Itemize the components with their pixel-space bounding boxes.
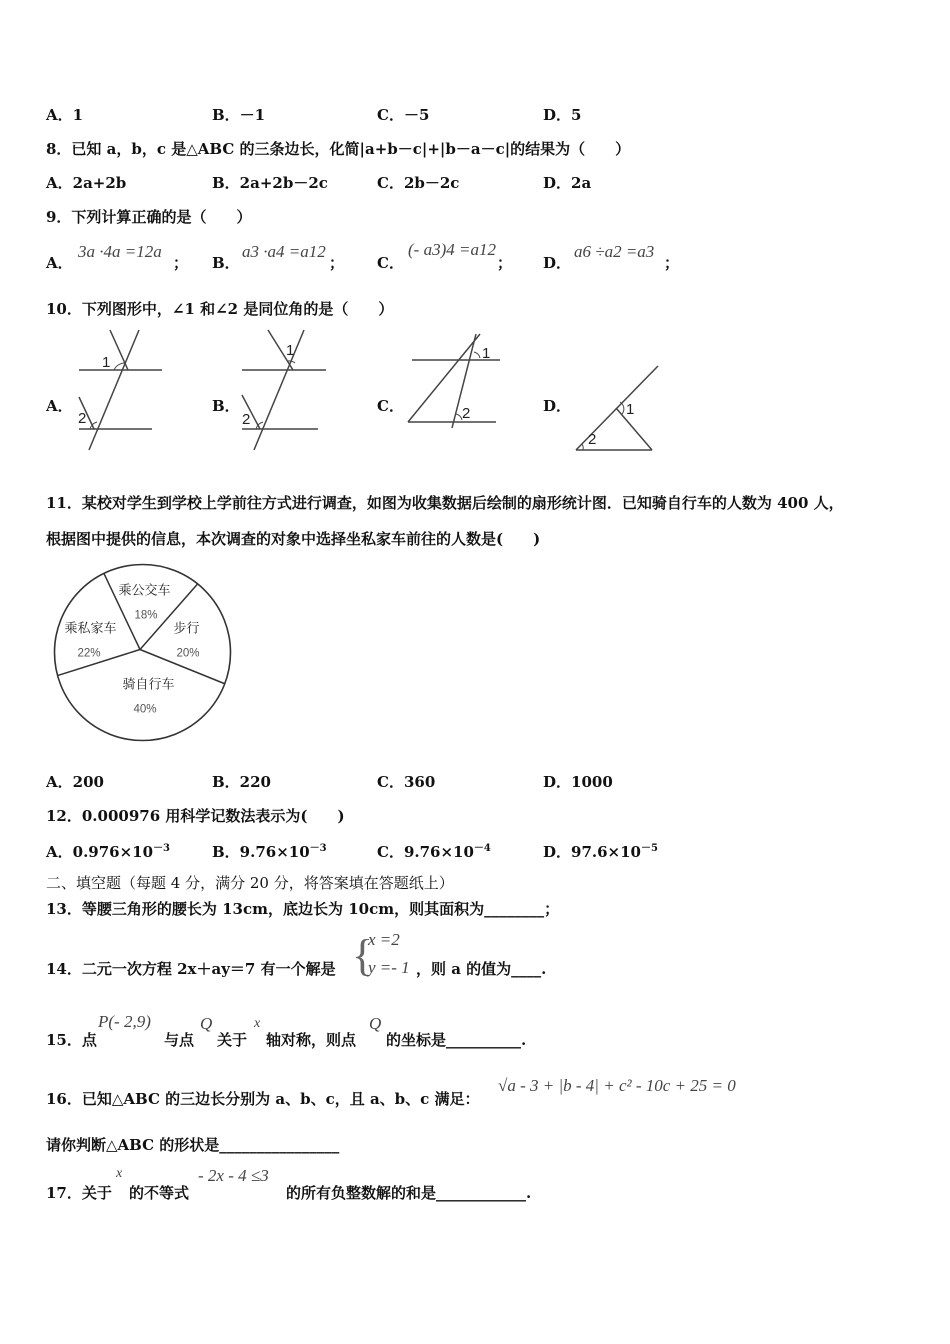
q8-stem: 8．已知 a，b，c 是△ABC 的三条边长，化简|a+b－c|+|b－a－c|的结果为（ ） <box>46 140 631 158</box>
q10b-angle1: 1 <box>286 342 295 359</box>
q10-figure-d <box>570 362 662 458</box>
q16-formula: √a - 3 + |b - 4| + c² - 10c + 25 = 0 <box>498 1076 736 1095</box>
pie-slice-label: 乘私家车 <box>64 620 117 636</box>
q15-mid1: 与点 <box>164 1031 195 1049</box>
q9-option-b-expr: a3 ·a4 =a12 <box>242 242 326 261</box>
q10d-angle2: 2 <box>588 431 597 448</box>
q17-pre: 17．关于 <box>46 1184 112 1202</box>
q9-option-c-label: C． <box>377 254 404 272</box>
q15-q: Q <box>200 1014 213 1033</box>
q15-pre: 15．点 <box>46 1031 97 1049</box>
q13: 13．等腰三角形的腰长为 13cm，底边长为 10cm，则其面积为________； <box>46 900 560 918</box>
q10b-angle2: 2 <box>242 411 251 428</box>
q12-stem: 12．0.000976 用科学记数法表示为( ) <box>46 807 345 825</box>
q9-option-c-expr: (- a3)4 =a12 <box>408 240 496 259</box>
q15-q2: Q <box>369 1014 382 1033</box>
q10-option-c-label: C． <box>377 397 404 415</box>
q11-option-d: D．1000 <box>543 773 613 791</box>
q11-stem-line2: 根据图中提供的信息，本次调查的对象中选择坐私家车前往的人数是( ) <box>46 530 541 548</box>
q15-post: 的坐标是__________. <box>386 1031 527 1049</box>
q12-option-a: A．$0.976\times 10^{-3}$ <box>46 843 171 861</box>
q16-line1: 16．已知△ABC 的三边长分别为 a、b、c，且 a、b、c 满足： <box>46 1090 480 1108</box>
q14-brace: { <box>352 931 374 980</box>
q8-option-a: A．2a+2b <box>46 174 127 192</box>
q11-option-b: B．220 <box>212 773 271 791</box>
q9-option-b-label: B． <box>212 254 240 272</box>
q10-option-d-label: D． <box>543 397 572 415</box>
q10a-angle2: 2 <box>78 410 87 427</box>
pie-slice-label: 乘公交车 <box>118 582 171 598</box>
q9-option-d-expr: a6 ÷a2 =a3 <box>574 242 655 261</box>
q10-figure-b <box>238 325 333 459</box>
q7-option-b: B．－1 <box>212 106 266 124</box>
q12-option-c: C．$9.76\times 10^{-4}$ <box>377 843 491 861</box>
q10d-angle1: 1 <box>626 401 635 418</box>
q8-option-b: B．2a+2b－2c <box>212 174 328 192</box>
q17-post: 的所有负整数解的和是____________. <box>286 1184 532 1202</box>
q12-option-b: B．$9.76\times 10^{-3}$ <box>212 843 327 861</box>
q10a-angle1: 1 <box>102 354 111 371</box>
q7-option-c: C．－5 <box>377 106 430 124</box>
q12-option-d: D．$97.6\times 10^{-5}$ <box>543 843 658 861</box>
pie-chart <box>50 560 235 749</box>
q7-option-a: A．1 <box>46 106 84 124</box>
q10-stem: 10．下列图形中，∠1 和∠2 是同位角的是（ ） <box>46 300 394 318</box>
q9-sep-b: ； <box>329 254 345 272</box>
q15-mid3: 轴对称，则点 <box>266 1031 357 1049</box>
q15-x: x <box>254 1016 261 1031</box>
section-2-heading: 二、填空题（每题 4 分，满分 20 分，将答案填在答题纸上） <box>46 874 454 892</box>
q17-x: x <box>116 1166 123 1181</box>
q14-pre: 14．二元一次方程 2x＋ay＝7 有一个解是 <box>46 960 336 978</box>
pie-slice-percent: 40% <box>133 703 157 716</box>
q14-eq1: x =2 <box>368 930 400 949</box>
pie-slice-percent: 22% <box>77 647 101 660</box>
q17-mid: 的不等式 <box>129 1184 190 1202</box>
q10-figure-a <box>74 325 169 459</box>
q9-sep-c: ； <box>497 254 513 272</box>
q15-mid2: 关于 <box>217 1031 248 1049</box>
q10-option-b-label: B． <box>212 397 240 415</box>
q7-option-d: D．5 <box>543 106 582 124</box>
q9-stem: 9．下列计算正确的是（ ） <box>46 208 252 226</box>
pie-slice-label: 骑自行车 <box>122 676 175 692</box>
q9-option-a-expr: 3a ·4a =12a <box>78 242 162 261</box>
q15-point: P(- 2,9) <box>98 1012 151 1031</box>
pie-slice-percent: 20% <box>176 647 200 660</box>
q9-sep-d: ； <box>664 254 680 272</box>
q9-sep-a: ； <box>173 254 189 272</box>
q10c-angle2: 2 <box>462 405 471 422</box>
pie-slice-percent: 18% <box>134 609 158 622</box>
q14-eq2: y =- 1 <box>368 958 410 977</box>
q10-option-a-label: A． <box>46 397 73 415</box>
q10-figure-c <box>404 330 504 434</box>
q16-line2: 请你判断△ABC 的形状是________________ <box>46 1136 340 1154</box>
q9-option-d-label: D． <box>543 254 572 272</box>
q8-option-d: D．2a <box>543 174 592 192</box>
q10c-angle1: 1 <box>482 345 491 362</box>
q11-option-c: C．360 <box>377 773 436 791</box>
pie-slice-label: 步行 <box>173 620 200 636</box>
q14-post: ，则 a 的值为____. <box>416 960 547 978</box>
q8-option-c: C．2b－2c <box>377 174 460 192</box>
q17-ineq: - 2x - 4 ≤3 <box>198 1166 269 1185</box>
q9-option-a-label: A． <box>46 254 73 272</box>
q11-option-a: A．200 <box>46 773 104 791</box>
q11-stem-line1: 11．某校对学生到学校上学前往方式进行调查，如图为收集数据后绘制的扇形统计图．已知骑自行车的人数为 400 人， <box>46 494 844 512</box>
